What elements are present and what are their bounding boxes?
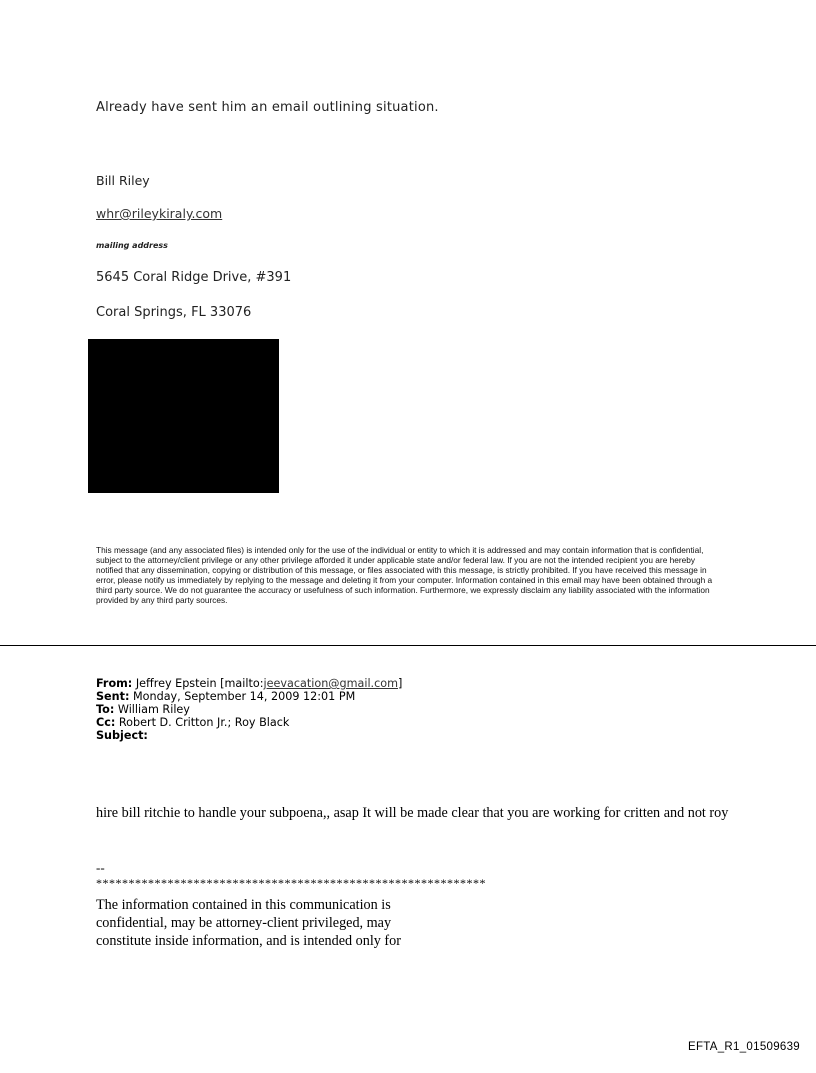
from-line — [96, 677, 402, 690]
message-divider — [0, 645, 816, 646]
signature-city: Coral Springs, FL 33076 — [96, 305, 252, 320]
confidentiality-line: The information contained in this communication is — [96, 897, 391, 913]
reply-intro: Already have sent him an email outlining situation. — [96, 100, 439, 115]
confidentiality-line: constitute inside information, and is intended only for — [96, 933, 401, 949]
signature-separator: -- — [96, 860, 105, 875]
signature-mailing-label: mailing address — [96, 241, 168, 250]
redacted-image — [88, 339, 279, 493]
subject-line — [96, 729, 402, 742]
confidentiality-line: confidential, may be attorney-client privileged, may — [96, 915, 392, 931]
from-name: Jeffrey Epstein [mailto: — [135, 677, 264, 690]
original-message-body: hire bill ritchie to handle your subpoena,, asap It will be made clear that you are working for critten and not roy — [96, 805, 729, 821]
subject-label: Subject: — [96, 729, 148, 742]
sent-line — [96, 690, 402, 703]
signature-name: Bill Riley — [96, 173, 150, 188]
cc-line — [96, 716, 402, 729]
cc-value: Robert D. Critton Jr.; Roy Black — [118, 716, 290, 729]
from-close: ] — [398, 677, 403, 690]
to-value: William Riley — [117, 703, 190, 716]
to-label: To: — [96, 703, 115, 716]
legal-disclaimer: This message (and any associated files) is intended only for the use of the individual or entity to which it is addressed and may contain information that is confidential, subject to the attorney/client privilege or any other privilege afforded it under applicable state and/or federal law. If you are not the intended recipient you are hereby notified that any dissemination, copying or distribution of this message, or files associated with this message, is strictly prohibited. If you have received this message in error, please notify us immediately by replying to the message and deleting it from your computer. Information contained in this email may have been obtained through a third party source. We do not guarantee the accuracy or usefulness of such information. Furthermore, we expressly disclaim any liability associated with the information provided by any third party sources. — [96, 545, 713, 606]
asterisk-divider: ************************************************************ — [96, 876, 486, 890]
sent-label: Sent: — [96, 690, 130, 703]
original-message-header — [96, 677, 402, 742]
to-line — [96, 703, 402, 716]
signature-email-link[interactable]: whr@rileykiraly.com — [96, 206, 223, 221]
cc-label: Cc: — [96, 716, 116, 729]
from-label: From: — [96, 677, 133, 690]
sent-value: Monday, September 14, 2009 12:01 PM — [133, 690, 356, 703]
from-email-link[interactable]: jeevacation@gmail.com — [263, 677, 398, 690]
confidentiality-notice — [96, 896, 476, 950]
signature-street: 5645 Coral Ridge Drive, #391 — [96, 270, 292, 285]
document-id-stamp: EFTA_R1_01509639 — [688, 1041, 800, 1053]
